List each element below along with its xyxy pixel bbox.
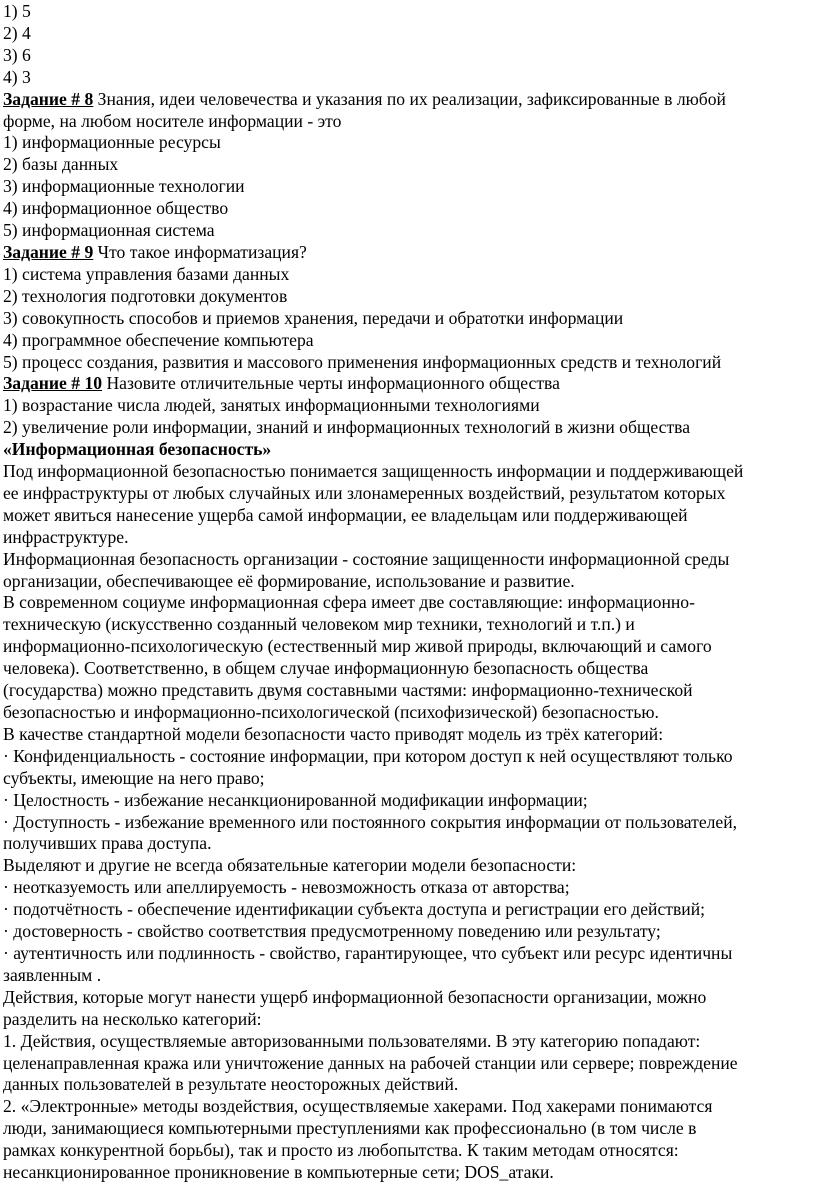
text-line: человека). Соответственно, в общем случае информационную безопасность общества: [3, 658, 649, 679]
text-line: Под информационной безопасностью понимается защищенность информации и поддерживающей: [3, 461, 744, 482]
text-line: 2. «Электронные» методы воздействия, осуществляемые хакерами. Под хакерами понимаются: [3, 1096, 713, 1117]
paragraph-authorized-users: [3, 1031, 812, 1097]
text-line: безопасностью и информационно-психологической (психофизической) безопасностью.: [3, 702, 659, 722]
section-title: «Информационная безопасность»: [3, 439, 272, 460]
text-line: техническую (искусственно созданный человеком мир техники, технологий и т.п.) и: [3, 614, 635, 635]
task-9-question-text: Что такое информатизация?: [93, 241, 307, 262]
paragraph-organization-security: [3, 549, 812, 593]
list-item: · Целостность - избежание несанкционированной модификации информации;: [3, 789, 588, 810]
model-category-list: [3, 746, 812, 856]
answer-option: 4) программное обеспечение компьютера: [3, 329, 314, 350]
task-8-label: Задание # 8: [3, 88, 94, 109]
paragraph-extra-intro: Выделяют и другие не всегда обязательные категории модели безопасности:: [3, 855, 577, 876]
list-item: · подотчётность - обеспечение идентификации субъекта доступа и регистрации его действий;: [3, 899, 705, 920]
text-line: данных пользователей в результате неосторожных действий.: [3, 1074, 459, 1095]
answer-option: 5) информационная система: [3, 220, 215, 241]
task-10-question-text: Назовите отличительные черты информационного общества: [102, 373, 560, 394]
text-line: инфраструктуре.: [3, 526, 129, 547]
task-9-question: [3, 242, 812, 264]
answer-option: 4) информационное общество: [3, 198, 229, 219]
answer-option: 2) увеличение роли информации, знаний и информационных технологий в жизни общества: [3, 417, 691, 438]
task-8: [3, 89, 812, 242]
answer-option: 2) 4: [3, 22, 31, 43]
text-line: разделить на несколько категорий:: [3, 1008, 262, 1029]
list-item: · аутентичность или подлинность - свойство, гарантирующее, что субъект или ресурс идентичны: [3, 942, 733, 963]
answer-option: 5) процесс создания, развития и массового применения информационных средств и технологий: [3, 351, 722, 372]
list-item-cont: субъекты, имеющие на него право;: [3, 767, 265, 788]
text-line: (государства) можно представить двумя составными частями: информационно-технической: [3, 680, 693, 701]
list-item-cont: получивших права доступа.: [3, 833, 212, 854]
answer-option: 2) технология подготовки документов: [3, 285, 288, 306]
task-10-label: Задание # 10: [3, 373, 103, 394]
list-item: · неотказуемость или апеллируемость - невозможность отказа от авторства;: [3, 877, 570, 898]
text-line: информационно-психологическую (естественный мир живой природы, включающий и самого: [3, 636, 712, 657]
text-line: организации, обеспечивающее её формирование, использование и развитие.: [3, 570, 575, 591]
text-line: В современном социуме информационная сфера имеет две составляющие: информационно-: [3, 592, 695, 613]
paragraph-damage-actions: [3, 987, 812, 1031]
paragraph-information-sphere: [3, 592, 812, 723]
answer-option: 1) возрастание числа людей, занятых информационными технологиями: [3, 395, 540, 416]
answer-option: 1) информационные ресурсы: [3, 132, 221, 153]
answer-option: 4) 3: [3, 66, 31, 87]
answer-option: 3) 6: [3, 44, 31, 65]
list-item-cont: заявленным .: [3, 964, 102, 985]
answer-option: 2) базы данных: [3, 154, 119, 175]
paragraph-definition: [3, 461, 812, 549]
text-line: ее инфраструктуры от любых случайных или злонамеренных воздействий, результатом которых: [3, 482, 726, 503]
answer-option: 1) система управления базами данных: [3, 263, 290, 284]
list-item: · Конфиденциальность - состояние информации, при котором доступ к ней осуществляют только: [3, 745, 733, 766]
task-8-question: [3, 89, 812, 111]
text-line: целенаправленная кража или уничтожение данных на рабочей станции или сервере; повреждение: [3, 1052, 738, 1073]
answer-option: 1) 5: [3, 1, 31, 21]
task-10-question: [3, 373, 812, 395]
paragraph-model-intro: В качестве стандартной модели безопасности часто приводят модель из трёх категорий:: [3, 723, 664, 744]
task-10: [3, 373, 812, 439]
answer-option: 3) информационные технологии: [3, 176, 245, 197]
task-8-question-cont: форме, на любом носителе информации - это: [3, 110, 342, 131]
answer-option: 3) совокупность способов и приемов хранения, передачи и обратотки информации: [3, 307, 624, 328]
text-line: Действия, которые могут нанести ущерб информационной безопасности организации, можно: [3, 986, 707, 1007]
list-item: · Доступность - избежание временного или постоянного сокрытия информации от пользователей,: [3, 811, 738, 832]
task-9: [3, 242, 812, 373]
text-line: несанкционированное проникновение в компьютерные сети; DOS_атаки.: [3, 1162, 554, 1183]
extra-category-list: [3, 877, 812, 987]
text-line: Информационная безопасность организации - состояние защищенности информационной среды: [3, 548, 730, 569]
list-item: · достоверность - свойство соответствия предусмотренному поведению или результату;: [3, 921, 661, 942]
task-9-label: Задание # 9: [3, 241, 94, 262]
previous-answer-options: [3, 1, 812, 89]
text-line: люди, занимающиеся компьютерными преступлениями как профессионально (в том числе в: [3, 1118, 697, 1139]
text-line: может явиться нанесение ущерба самой информации, ее владельцам или поддерживающей: [3, 504, 688, 525]
text-line: рамках конкурентной борьбы), так и просто из любопытства. К таким методам относятся:: [3, 1140, 679, 1161]
text-line: 1. Действия, осуществляемые авторизованными пользователями. В эту категорию попадают:: [3, 1030, 701, 1051]
task-8-question-text: Знания, идеи человечества и указания по их реализации, зафиксированные в любой: [93, 88, 726, 109]
paragraph-electronic-methods: [3, 1096, 812, 1184]
